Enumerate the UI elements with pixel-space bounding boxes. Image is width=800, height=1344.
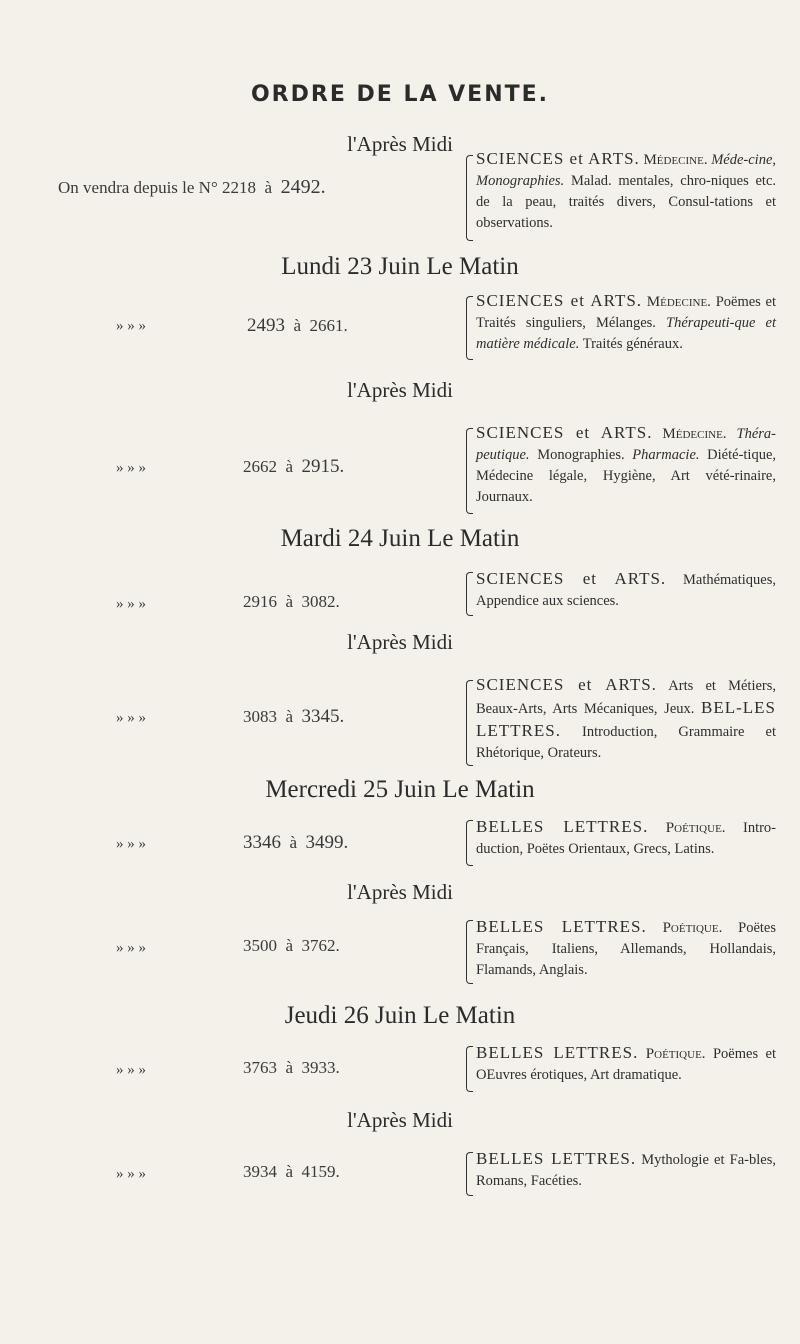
session-heading: l'Après Midi	[347, 132, 453, 156]
session-description	[476, 1042, 776, 1086]
range-to: à	[285, 1058, 294, 1077]
session-heading: l'Après Midi	[347, 880, 453, 904]
desc-rest: Poëmes et OEuvres érotiques, Art dramatique.	[476, 1046, 776, 1083]
range-prefix: On vendra depuis le N° 2218	[58, 178, 257, 197]
lot-range	[247, 315, 348, 337]
session-description	[476, 290, 776, 355]
desc-rest: Poëtes Français, Italiens, Allemands, Hollandais, Flamands, Anglais.	[476, 920, 777, 978]
desc-italic: Théra-peutique.	[476, 426, 776, 463]
desc-rest: Arts et Métiers, Beaux-Arts, Arts Mécaniques, Jeux.	[476, 678, 777, 717]
desc-rest: Mathématiques, Appendice aux sciences.	[476, 572, 777, 609]
range-to: à	[293, 316, 302, 335]
range-end: 3082.	[301, 592, 340, 611]
session-heading: l'Après Midi	[347, 630, 453, 654]
ditto-marks: » » »	[116, 710, 146, 726]
range-start: 2493	[247, 315, 285, 336]
desc-section: Poétique.	[645, 1046, 706, 1062]
range-end: 2661.	[309, 316, 348, 335]
desc-lead: BELLES LETTRES.	[476, 917, 647, 936]
desc-lead: SCIENCES et ARTS.	[476, 149, 640, 168]
brace	[466, 572, 473, 616]
ditto-marks: » » »	[116, 836, 146, 852]
range-end: 2915.	[301, 456, 345, 477]
desc-lead: SCIENCES et ARTS.	[476, 291, 643, 310]
brace	[466, 1152, 473, 1196]
lot-range	[243, 1058, 340, 1078]
range-start: 3500	[243, 936, 277, 955]
lot-range	[243, 456, 344, 478]
session-heading: Mardi 24 Juin Le Matin	[280, 525, 520, 552]
range-start: 3346	[243, 832, 281, 853]
session-description	[476, 1148, 776, 1192]
lot-range	[243, 832, 348, 854]
range-to: à	[285, 592, 294, 611]
desc-section: Médecine.	[643, 152, 708, 168]
range-to: à	[289, 833, 298, 852]
desc-section: Médecine.	[662, 426, 727, 442]
desc-rest: Poëmes et Traités singuliers, Mélanges.	[476, 294, 777, 331]
desc-lead: SCIENCES et ARTS.	[476, 423, 653, 442]
desc-rest: Intro-duction, Poëtes Orientaux, Grecs, Latins.	[476, 820, 776, 857]
session-description	[476, 148, 776, 234]
session-description	[476, 568, 776, 612]
desc-italic: Méde-cine, Monographies.	[476, 152, 777, 189]
desc-lead-2: BEL-LES LETTRES.	[476, 698, 777, 740]
desc-lead: SCIENCES et ARTS.	[476, 569, 667, 588]
range-end: 3762.	[301, 936, 340, 955]
session-heading: l'Après Midi	[347, 1108, 453, 1132]
desc-italic-2: Pharmacie.	[632, 447, 700, 463]
session-heading: l'Après Midi	[347, 378, 453, 402]
range-end: 3499.	[305, 832, 349, 853]
desc-section: Poétique.	[662, 920, 723, 936]
brace	[466, 428, 473, 514]
session-description	[476, 816, 776, 860]
desc-section: Médecine.	[646, 294, 711, 310]
ditto-marks: » » »	[116, 596, 146, 612]
range-start: 3083	[243, 707, 277, 726]
range-start: 3934	[243, 1162, 277, 1181]
lot-range	[243, 936, 340, 956]
session-heading: Mercredi 25 Juin Le Matin	[265, 776, 535, 803]
range-to: à	[285, 936, 294, 955]
desc-rest: Malad. mentales, chro-niques etc. de la peau, traités divers, Consul-tations et observations.	[476, 173, 776, 231]
desc-lead: SCIENCES et ARTS.	[476, 675, 657, 694]
range-end: 3345.	[301, 706, 345, 727]
brace	[466, 1046, 473, 1092]
session-heading: Lundi 23 Juin Le Matin	[281, 253, 519, 280]
desc-lead: BELLES LETTRES.	[476, 1149, 637, 1168]
range-start: 2916	[243, 592, 277, 611]
lot-range	[243, 1162, 340, 1182]
session-description	[476, 422, 776, 508]
range-end: 4159.	[301, 1162, 340, 1181]
session-description	[476, 916, 776, 981]
desc-lead: BELLES LETTRES.	[476, 817, 649, 836]
brace	[466, 680, 473, 766]
range-to: à	[285, 707, 294, 726]
lot-range	[243, 706, 344, 728]
range-start: 3763	[243, 1058, 277, 1077]
range-to: à	[285, 457, 294, 476]
session-heading: Jeudi 26 Juin Le Matin	[284, 1002, 516, 1029]
ditto-marks: » » »	[116, 940, 146, 956]
range-end: 2492.	[280, 176, 326, 198]
range-to: à	[264, 178, 273, 197]
ditto-marks: » » »	[116, 1062, 146, 1078]
desc-rest: Mythologie et Fa-bles, Romans, Facéties.	[476, 1152, 776, 1189]
desc-tail: Introduction, Grammaire et Rhétorique, Orateurs.	[476, 724, 776, 761]
ditto-marks: » » »	[116, 318, 146, 334]
session-description	[476, 674, 776, 764]
ditto-marks: » » »	[116, 1166, 146, 1182]
desc-italic: Thérapeuti-que et matière médicale.	[476, 315, 776, 352]
brace	[466, 920, 473, 984]
desc-tail: Traités généraux.	[582, 336, 683, 352]
page-title: ORDRE DE LA VENTE.	[250, 82, 550, 107]
lot-range	[58, 176, 326, 199]
desc-tail: Diété-tique, Médecine légale, Hygiène, Art vété-rinaire, Journaux.	[476, 447, 777, 505]
brace	[466, 820, 473, 866]
brace	[466, 155, 473, 241]
range-start: 2662	[243, 457, 277, 476]
ditto-marks: » » »	[116, 460, 146, 476]
range-end: 3933.	[301, 1058, 340, 1077]
desc-section: Poétique.	[665, 820, 726, 836]
lot-range	[243, 592, 340, 612]
desc-lead: BELLES LETTRES.	[476, 1043, 639, 1062]
range-to: à	[285, 1162, 294, 1181]
brace	[466, 296, 473, 360]
desc-rest: Monographies.	[537, 447, 625, 463]
